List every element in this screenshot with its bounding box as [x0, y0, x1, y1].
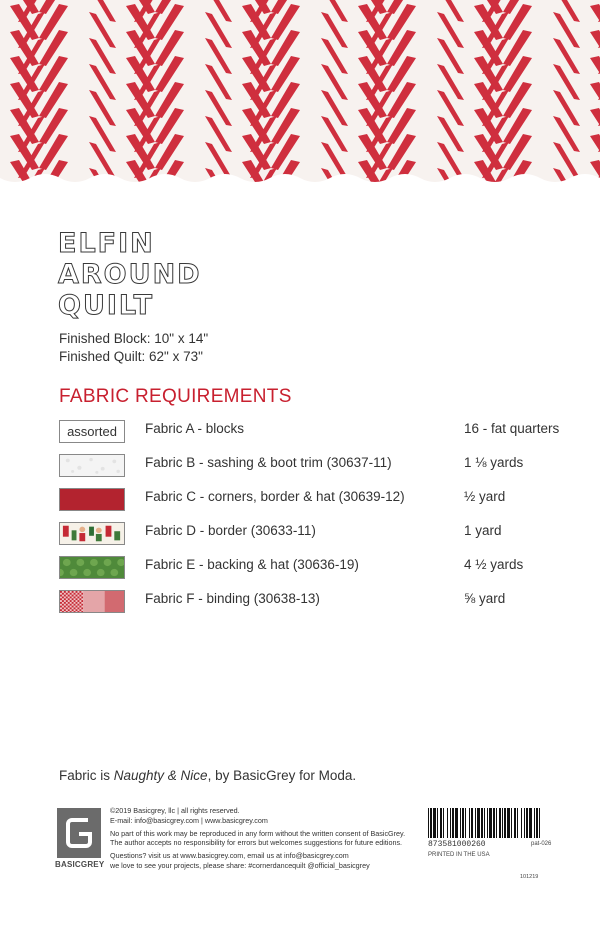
swatch-solid-red — [59, 488, 125, 511]
job-code: 101219 — [520, 874, 539, 880]
credit-suffix: , by BasicGrey for Moda. — [207, 768, 357, 783]
fabric-amount: 1 yard — [464, 523, 502, 538]
collection-name: Naughty & Nice — [113, 768, 208, 783]
fabric-name: Fabric A - blocks — [145, 421, 245, 436]
copyright-text: ©2019 Basicgrey, llc | all rights reserved. E-mail: info@basicgrey.com | www.basicgrey.com — [110, 806, 268, 825]
fabric-row-b — [59, 450, 579, 484]
fabric-requirements-list — [59, 416, 579, 620]
fabric-row-f — [59, 586, 579, 620]
title-line-2: AROUND — [58, 259, 202, 290]
fabric-credit — [59, 768, 356, 783]
title-line-1: ELFIN — [58, 228, 155, 259]
swatch-elf-print — [59, 522, 125, 545]
fine-print — [110, 806, 410, 874]
finished-block-size: Finished Block: 10" x 14" — [59, 331, 209, 346]
fabric-name: Fabric C - corners, border & hat (30639-12) — [145, 489, 405, 504]
fabric-name: Fabric D - border (30633-11) — [145, 523, 316, 538]
credit-prefix: Fabric is — [59, 768, 114, 783]
contact-text: Questions? visit us at www.basicgrey.com, email us at info@basicgrey.com we love to see your projects, please share: #cornerdancequilt @official_basicgrey — [110, 851, 370, 870]
red-pattern-banner — [0, 0, 600, 190]
fabric-amount: ½ yard — [464, 489, 506, 504]
fabric-row-e — [59, 552, 579, 586]
fabric-amount: 4 ½ yards — [464, 557, 524, 572]
swatch-assorted: assorted — [59, 420, 125, 443]
pattern-code: pat-026 — [531, 841, 552, 847]
fabric-row-d — [59, 518, 579, 552]
swatch-green-dots — [59, 556, 125, 579]
fabric-name: Fabric E - backing & hat (30636-19) — [145, 557, 359, 572]
finished-sizes — [59, 330, 208, 366]
finished-quilt-size: Finished Quilt: 62" x 73" — [59, 349, 203, 364]
swatch-red-check — [59, 590, 125, 613]
pattern-title — [58, 228, 202, 321]
basicgrey-logo-icon — [57, 808, 101, 858]
barcode — [428, 808, 540, 838]
printed-in-label: PRINTED IN THE USA — [428, 852, 490, 858]
title-line-3: QUILT — [58, 290, 155, 321]
fabric-row-a — [59, 416, 579, 450]
fabric-amount: 1 ⅛ yards — [464, 455, 524, 470]
fabric-name: Fabric F - binding (30638-13) — [145, 591, 320, 606]
fabric-row-c — [59, 484, 579, 518]
fabric-name: Fabric B - sashing & boot trim (30637-11) — [145, 455, 392, 470]
disclaimer-text: No part of this work may be reproduced in any form without the written consent of BasicGrey. The author accepts no responsibility for errors but welcomes suggestions for future editions. — [110, 828, 406, 848]
swatch-white-dots — [59, 454, 125, 477]
fabric-amount: 16 - fat quarters — [464, 421, 560, 436]
barcode-number: 873581000260 — [428, 840, 486, 849]
logo-wordmark: BASICGREY — [55, 860, 105, 869]
fabric-amount: ⅝ yard — [464, 591, 506, 606]
fabric-requirements-heading: FABRIC REQUIREMENTS — [59, 386, 292, 407]
